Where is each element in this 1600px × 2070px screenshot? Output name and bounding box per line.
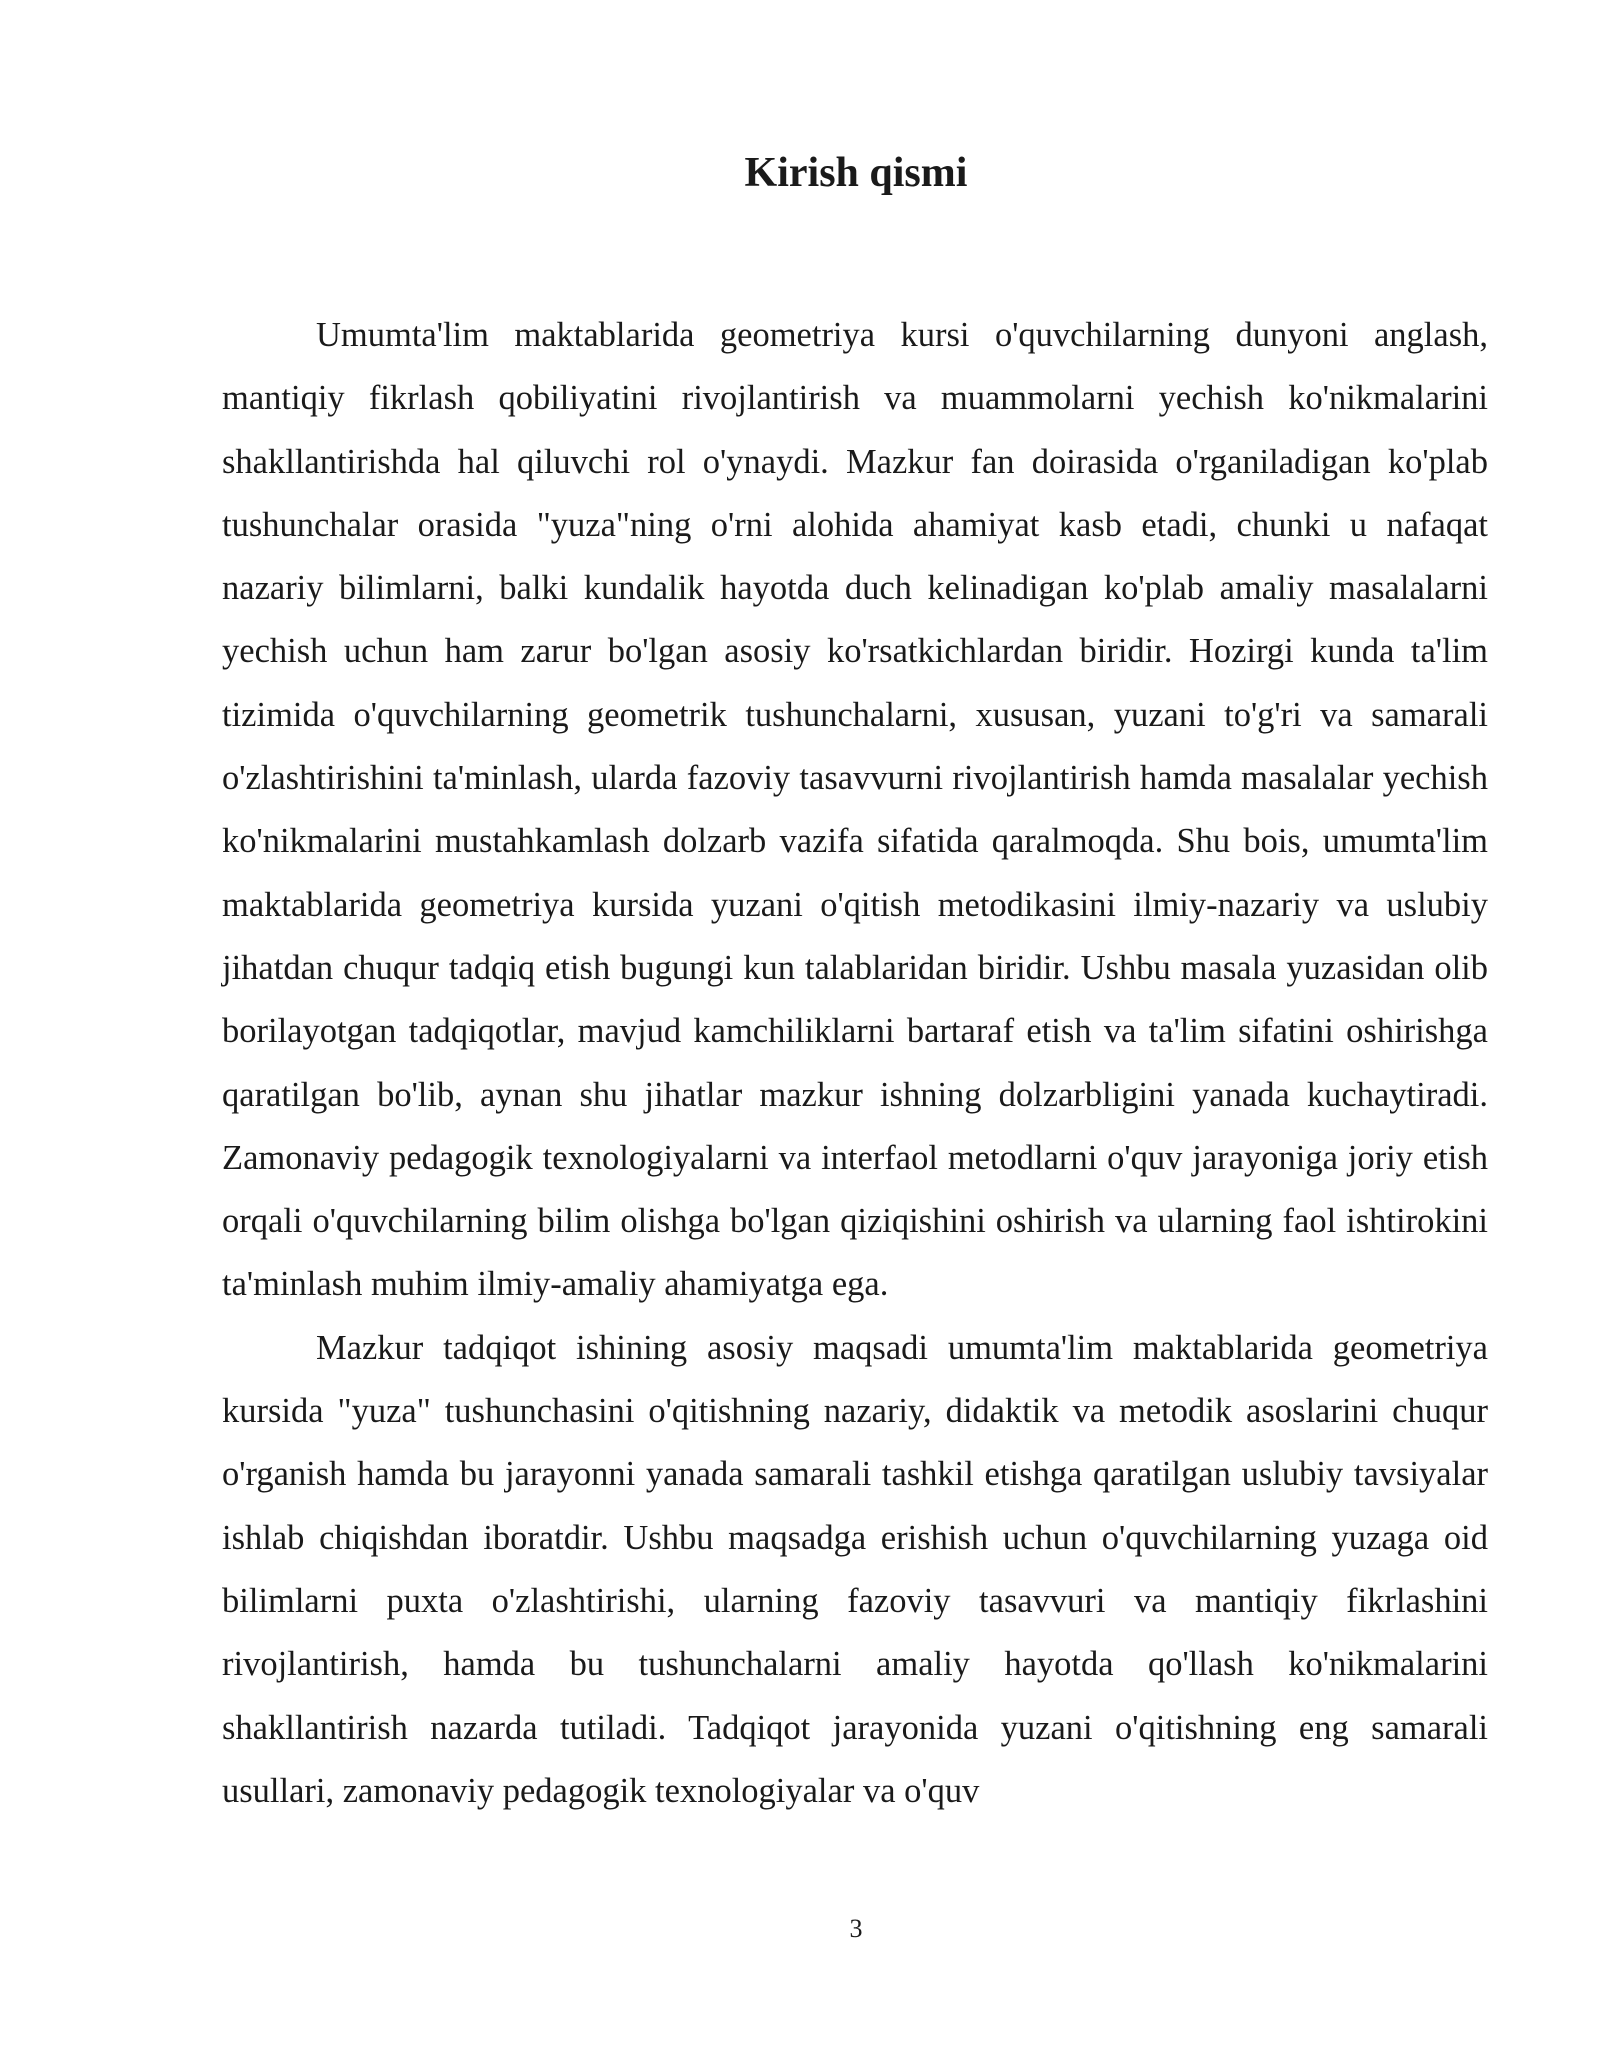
paragraph-1: Umumta'lim maktablarida geometriya kursi o'quvchilarning dunyoni anglash, mantiqiy fikrlash qobiliyatini rivojlantirish va muammolarni yechish ko'nikmalarini shakllantirishda hal qiluvchi rol o'ynaydi. Mazkur fan doirasida o'rganiladigan ko'plab tushunchalar orasida "yuza"ning o'rni alohida ahamiyat kasb etadi, chunki u nafaqat nazariy bilimlarni, balki kundalik hayotda duch kelinadigan ko'plab amaliy masalalarni yechish uchun ham zarur bo'lgan asosiy ko'rsatkichlardan biridir. Hozirgi kunda ta'lim tizimida o'quvchilarning geometrik tushunchalarni, xususan, yuzani to'g'ri va samarali o'zlashtirishini ta'minlash, ularda fazoviy tasavvurni rivojlantirish hamda masalalar yechish ko'nikmalarini mustahkamlash dolzarb vazifa sifatida qaralmoqda. Shu bois, umumta'lim maktablarida geometriya kursida yuzani o'qitish metodikasini ilmiy-nazariy va uslubiy jihatdan chuqur tadqiq etish bugungi kun talablaridan biridir. Ushbu masala yuzasidan olib borilayotgan tadqiqotlar, mavjud kamchiliklarni bartaraf etish va ta'lim sifatini oshirishga qaratilgan bo'lib, aynan shu jihatlar mazkur ishning dolzarbligini yanada kuchaytiradi. Zamonaviy pedagogik texnologiyalarni va interfaol metodlarni o'quv jarayoniga joriy etish orqali o'quvchilarning bilim olishga bo'lgan qiziqishini oshirish va ularning faol ishtirokini ta'minlash muhim ilmiy-amaliy ahamiyatga ega.	[222, 316, 1488, 1304]
page-number: 3	[849, 1914, 863, 1943]
page-title: Kirish qismi	[744, 150, 968, 196]
body-text	[222, 304, 1488, 1823]
paragraph-2: Mazkur tadqiqot ishining asosiy maqsadi umumta'lim maktablarida geometriya kursida "yuza" tushunchasini o'qitishning nazariy, didaktik va metodik asoslarini chuqur o'rganish hamda bu jarayonni yanada samarali tashkil etishga qaratilgan uslubiy tavsiyalar ishlab chiqishdan iboratdir. Ushbu maqsadga erishish uchun o'quvchilarning yuzaga oid bilimlarni puxta o'zlashtirishi, ularning fazoviy tasavvuri va mantiqiy fikrlashini rivojlantirish, hamda bu tushunchalarni amaliy hayotda qo'llash ko'nikmalarini shakllantirish nazarda tutiladi. Tadqiqot jarayonida yuzani o'qitishning eng samarali usullari, zamonaviy pedagogik texnologiyalar va o'quv	[222, 1328, 1488, 1810]
